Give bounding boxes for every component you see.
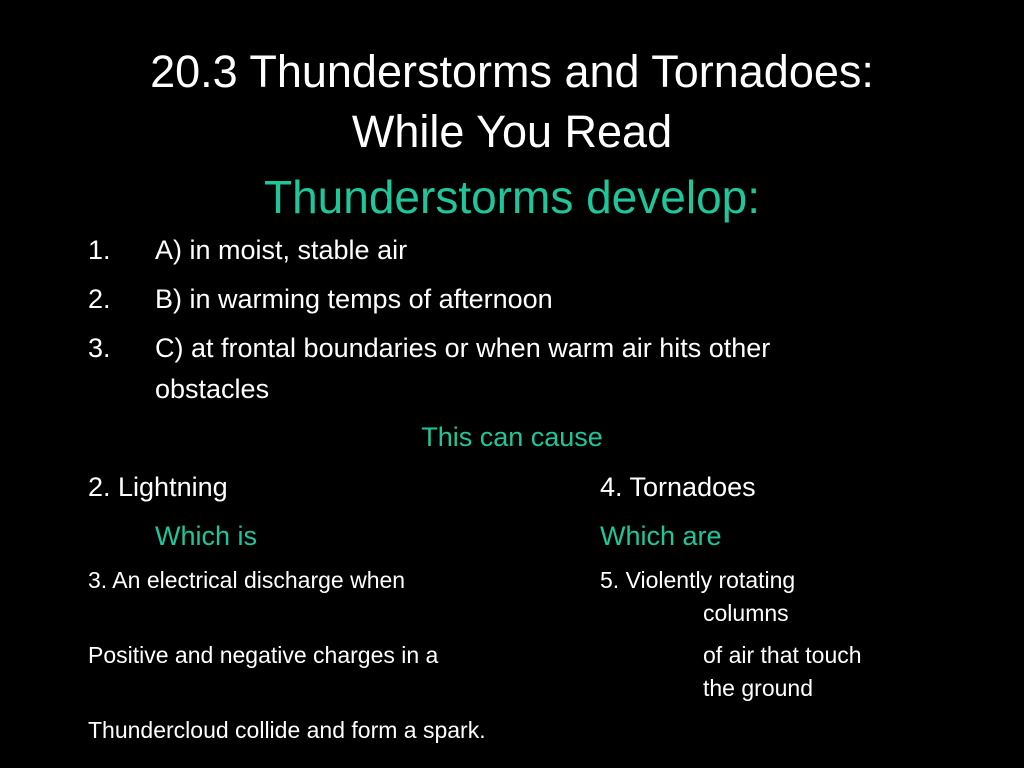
lightning-connector: Which is [155,521,258,551]
slide-subtitle: Thunderstorms develop: [263,171,761,223]
tornado-definition-line-4: the ground [703,675,813,701]
list-number-2: 2. [88,284,111,314]
lightning-definition-line-1: 3. An electrical discharge when [88,567,406,593]
lightning-definition-line-3: Thundercloud collide and form a spark. [88,717,486,743]
list-number-1: 1. [88,235,111,265]
list-item-2: B) in warming temps of afternoon [155,284,553,314]
slide-title-line-2: While You Read [351,106,673,157]
tornado-definition-line-2: columns [703,600,789,626]
list-number-3: 3. [88,333,111,363]
lightning-heading: 2. Lightning [88,472,228,502]
list-item-3-line-2: obstacles [155,374,270,404]
tornadoes-connector: Which are [600,521,722,551]
tornadoes-heading: 4. Tornadoes [600,472,756,502]
list-item-1: A) in moist, stable air [155,235,408,265]
tornado-definition-line-1: 5. Violently rotating [600,567,796,593]
slide-title-line-1: 20.3 Thunderstorms and Tornadoes: [150,46,874,97]
lightning-definition-line-2: Positive and negative charges in a [88,642,439,668]
tornado-definition-line-3: of air that touch [703,642,862,668]
cause-label: This can cause [421,422,603,452]
list-item-3-line-1: C) at frontal boundaries or when warm air hits other [155,333,771,363]
